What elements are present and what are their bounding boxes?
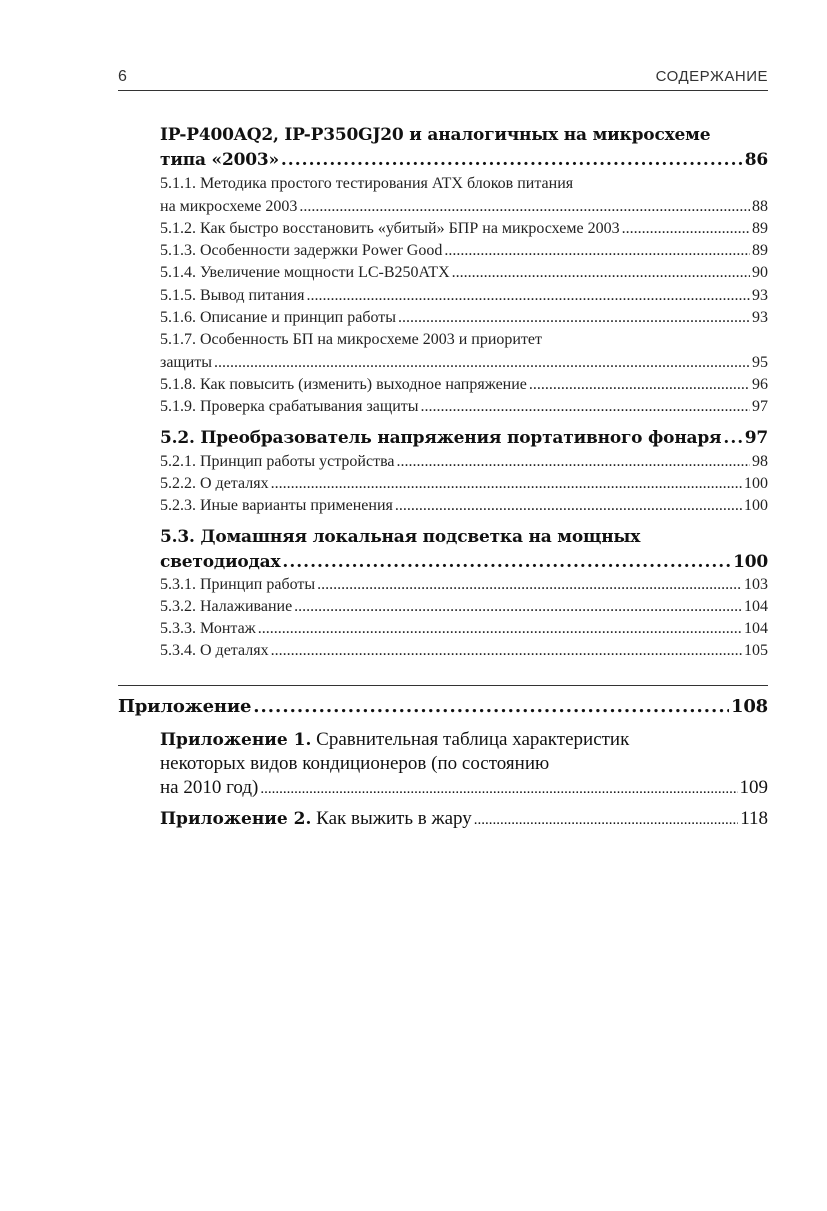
toc-appendix-1-line1: [160, 729, 629, 751]
toc-entry-5-2: [160, 428, 768, 448]
toc-page-number: 100: [744, 497, 768, 514]
leader-dots: [723, 428, 742, 448]
page-header: [118, 68, 768, 91]
toc-entry-appendix: [118, 696, 768, 717]
toc-page-number: 93: [752, 309, 768, 326]
toc-page-number: 86: [744, 150, 768, 170]
toc-page-number: 118: [740, 808, 768, 829]
toc-page-number: 97: [744, 428, 768, 448]
appendix-label: Приложение 1.: [160, 730, 312, 750]
toc-sub-5-1-4: [160, 264, 768, 282]
toc-sub-5-1-7: [160, 354, 768, 372]
toc-page-number: 96: [752, 376, 768, 393]
toc-entry-title: [160, 808, 472, 830]
toc-page-number: 100: [733, 552, 768, 572]
toc-page-number: 104: [744, 620, 768, 637]
leader-dots: [421, 398, 751, 416]
page-number: 6: [118, 68, 127, 85]
toc-sub-title: защиты: [160, 354, 213, 371]
leader-dots: [281, 150, 743, 170]
leader-dots: [271, 475, 742, 493]
leader-dots: [260, 781, 737, 798]
leader-dots: [622, 220, 750, 238]
toc-sub-5-1-6: [160, 309, 768, 327]
toc-sub-5-3-4: [160, 642, 768, 660]
toc-page-number: 105: [744, 642, 768, 659]
toc-sub-5-1-7-line1: 5.1.7. Особенность БП на микросхеме 2003 и приоритет: [160, 331, 543, 348]
toc-sub-5-2-2: [160, 475, 768, 493]
appendix-title: Как выжить в жару: [316, 808, 472, 829]
toc-sub-title: на микросхеме 2003: [160, 198, 298, 215]
toc-sub-title: 5.3.2. Налаживание: [160, 598, 293, 615]
toc-sub-5-1-1-line1: 5.1.1. Методика простого тестирования ATX блоков питания: [160, 175, 574, 192]
toc-page-number: 104: [744, 598, 768, 615]
toc-sub-5-1-1: [160, 198, 768, 216]
toc-entry-title: типа «2003»: [160, 150, 279, 170]
leader-dots: [444, 242, 750, 260]
toc-sub-title: 5.1.5. Вывод питания: [160, 287, 305, 304]
toc-page-number: 88: [752, 198, 768, 215]
toc-page-number: 97: [752, 398, 768, 415]
toc-sub-5-1-8: [160, 376, 768, 394]
toc-entry-title: 5.2. Преобразователь напряжения портативного фонаря: [160, 428, 722, 448]
toc-sub-title: 5.3.4. О деталях: [160, 642, 269, 659]
toc-appendix-1: [160, 777, 768, 799]
toc-entry-title: светодиодах: [160, 552, 281, 572]
toc-page-number: 100: [744, 475, 768, 492]
leader-dots: [529, 376, 750, 394]
leader-dots: [294, 598, 742, 616]
toc-entry-5-1: [160, 150, 768, 170]
appendix-title: Сравнительная таблица характеристик: [316, 729, 630, 750]
toc-sub-title: 5.1.4. Увеличение мощности LC-B250ATX: [160, 264, 450, 281]
toc-sub-title: 5.3.3. Монтаж: [160, 620, 256, 637]
toc-page-number: 89: [752, 220, 768, 237]
toc-sub-title: 5.1.2. Как быстро восстановить «убитый» БПР на микросхеме 2003: [160, 220, 620, 237]
leader-dots: [452, 264, 750, 282]
toc-page-number: 90: [752, 264, 768, 281]
leader-dots: [282, 552, 731, 572]
toc-sub-title: 5.1.3. Особенности задержки Power Good: [160, 242, 443, 259]
toc-sub-5-3-1: [160, 576, 768, 594]
leader-dots: [299, 198, 750, 216]
toc-entry-5-3: [160, 552, 768, 572]
toc-page-number: 98: [752, 453, 768, 470]
running-title: СОДЕРЖАНИЕ: [655, 68, 768, 85]
leader-dots: [398, 309, 750, 327]
toc-sub-title: 5.3.1. Принцип работы: [160, 576, 316, 593]
appendix-label: Приложение 2.: [160, 809, 312, 829]
leader-dots: [397, 453, 750, 471]
toc-page-number: 108: [731, 696, 768, 717]
leader-dots: [306, 287, 750, 305]
toc-sub-title: 5.2.3. Иные варианты применения: [160, 497, 393, 514]
toc-sub-5-1-3: [160, 242, 768, 260]
toc-sub-5-1-9: [160, 398, 768, 416]
toc-entry-5-3-line1: 5.3. Домашняя локальная подсветка на мощных: [160, 527, 641, 547]
toc-entry-title: на 2010 год): [160, 777, 259, 798]
toc-sub-5-3-3: [160, 620, 768, 638]
toc-appendix-1-line2: некоторых видов кондиционеров (по состоянию: [160, 753, 550, 774]
leader-dots: [258, 620, 742, 638]
leader-dots: [317, 576, 742, 594]
leader-dots: [395, 497, 742, 515]
toc-sub-5-2-3: [160, 497, 768, 515]
toc-entry-title: Приложение: [118, 696, 252, 717]
leader-dots: [271, 642, 742, 660]
toc-page-number: 95: [752, 354, 768, 371]
toc-sub-5-2-1: [160, 453, 768, 471]
toc-sub-title: 5.2.1. Принцип работы устройства: [160, 453, 395, 470]
toc-page-number: 109: [739, 777, 768, 798]
toc-sub-title: 5.1.6. Описание и принцип работы: [160, 309, 397, 326]
section-divider: [118, 685, 768, 686]
leader-dots: [214, 354, 750, 372]
toc-page-number: 103: [744, 576, 768, 593]
toc-sub-5-1-2: [160, 220, 768, 238]
toc-sub-5-1-5: [160, 287, 768, 305]
toc-sub-5-3-2: [160, 598, 768, 616]
leader-dots: [253, 696, 729, 717]
toc-page-number: 93: [752, 287, 768, 304]
toc-appendix-2: [160, 808, 768, 830]
toc-sub-title: 5.2.2. О деталях: [160, 475, 269, 492]
toc-sub-title: 5.1.9. Проверка срабатывания защиты: [160, 398, 419, 415]
toc-page-number: 89: [752, 242, 768, 259]
toc-entry-5-1-line1: IP-P400AQ2, IP-P350GJ20 и аналогичных на микросхеме: [160, 125, 711, 145]
toc-sub-title: 5.1.8. Как повысить (изменить) выходное напряжение: [160, 376, 527, 393]
leader-dots: [474, 812, 738, 829]
